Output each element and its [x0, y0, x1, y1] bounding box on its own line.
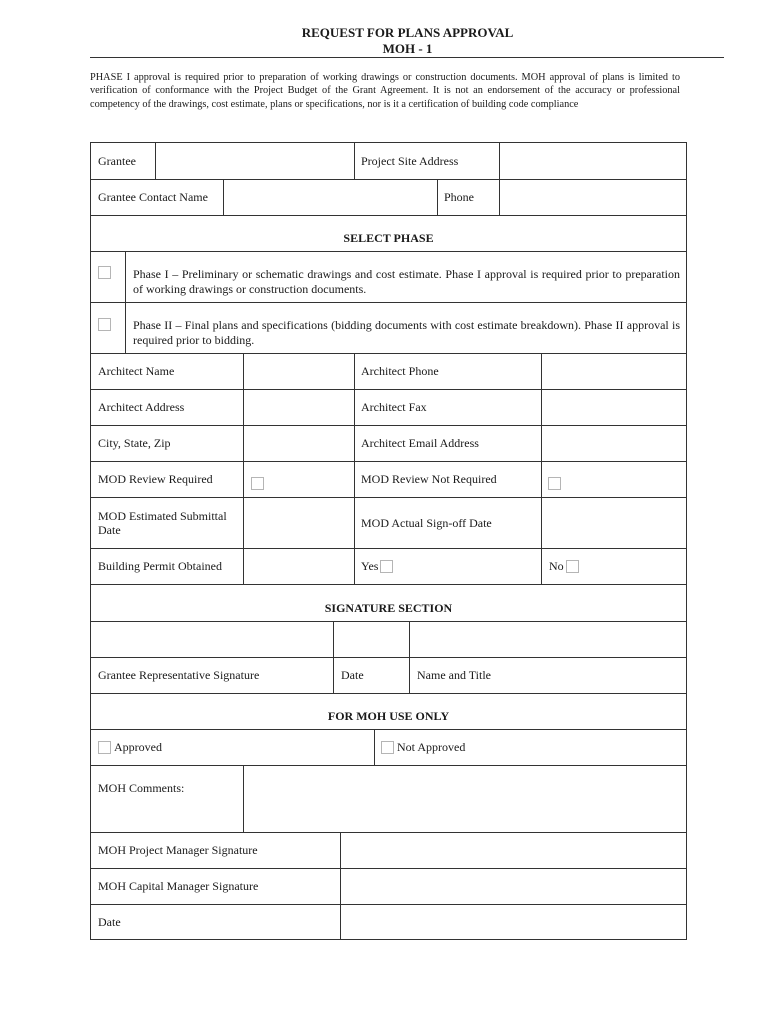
request-form: [90, 142, 687, 940]
title-divider: [90, 57, 724, 58]
project-site-address-label: Project Site Address: [361, 154, 459, 168]
city-state-zip-label: City, State, Zip: [98, 436, 171, 450]
signature-section-heading: SIGNATURE SECTION: [324, 601, 453, 615]
approved-label: Approved: [114, 740, 162, 754]
approved-checkbox[interactable]: [98, 741, 111, 754]
grantee-contact-name-field[interactable]: [224, 179, 437, 215]
moh-date-field[interactable]: [341, 904, 686, 940]
grantee-signature-label: Grantee Representative Signature: [98, 668, 260, 682]
phase2-description: Phase II – Final plans and specifications (bidding documents with cost estimate breakdown). Phase II approval is required prior to bidding.: [133, 318, 680, 347]
phone-label: Phone: [444, 190, 474, 204]
permit-yes-label: Yes: [361, 559, 379, 573]
architect-email-field[interactable]: [542, 425, 686, 461]
architect-address-field[interactable]: [244, 389, 354, 425]
intro-paragraph: PHASE I approval is required prior to preparation of working drawings or construction documents. MOH approval of plans is limited to verification of conformance with the Project Budget of the Grant Agreement. It is not an endorsement of the accuracy or professional competency of the drawings, cost estimate, plans or specifications, nor is it a certification of building code compliance: [90, 72, 680, 110]
permit-yes-option: [354, 548, 541, 584]
mod-estimated-submittal-date-field[interactable]: [244, 497, 354, 548]
grantee-signature-field[interactable]: [91, 621, 333, 657]
grantee-field[interactable]: [156, 143, 354, 179]
moh-comments-label: MOH Comments:: [98, 781, 185, 795]
moh-date-label: Date: [98, 915, 121, 929]
name-title-label: Name and Title: [417, 668, 491, 682]
moh-project-manager-signature-label: MOH Project Manager Signature: [98, 843, 258, 857]
moh-comments-field[interactable]: [244, 765, 686, 832]
permit-no-checkbox[interactable]: [566, 560, 579, 573]
mod-review-not-required-checkbox[interactable]: [548, 477, 561, 490]
mod-estimated-submittal-date-label: MOD Estimated Submittal Date: [98, 508, 227, 537]
permit-yes-checkbox[interactable]: [380, 560, 393, 573]
mod-review-required-label: MOD Review Required: [98, 472, 213, 486]
mod-actual-signoff-date-field[interactable]: [542, 497, 686, 548]
grantee-name-title-field[interactable]: [410, 621, 686, 657]
phone-field[interactable]: [500, 179, 686, 215]
architect-phone-field[interactable]: [542, 353, 686, 389]
select-phase-heading: SELECT PHASE: [343, 231, 434, 245]
moh-capital-manager-signature-label: MOH Capital Manager Signature: [98, 879, 259, 893]
mod-actual-signoff-date-label: MOD Actual Sign-off Date: [361, 515, 492, 530]
building-permit-label: Building Permit Obtained: [98, 559, 222, 573]
architect-address-label: Architect Address: [98, 400, 185, 414]
city-state-zip-field[interactable]: [244, 425, 354, 461]
moh-use-only-heading: FOR MOH USE ONLY: [327, 709, 450, 723]
mod-review-not-required-label: MOD Review Not Required: [361, 472, 497, 486]
architect-name-label: Architect Name: [98, 364, 175, 378]
not-approved-checkbox[interactable]: [381, 741, 394, 754]
phase2-checkbox[interactable]: [98, 318, 111, 331]
not-approved-label: Not Approved: [397, 740, 466, 754]
moh-capital-manager-signature-field[interactable]: [341, 868, 686, 904]
form-code: MOH - 1: [382, 41, 433, 56]
permit-no-label: No: [549, 559, 564, 573]
moh-project-manager-signature-field[interactable]: [341, 832, 686, 868]
phase1-checkbox[interactable]: [98, 266, 111, 279]
not-approved-option: [374, 729, 686, 765]
architect-fax-field[interactable]: [542, 389, 686, 425]
approved-option: [91, 729, 374, 765]
form-title: REQUEST FOR PLANS APPROVAL: [301, 25, 514, 40]
architect-name-field[interactable]: [244, 353, 354, 389]
architect-fax-label: Architect Fax: [361, 400, 427, 414]
phase1-description: Phase I – Preliminary or schematic drawings and cost estimate. Phase I approval is required prior to preparation of working drawings or construction documents.: [133, 267, 680, 296]
permit-no-option: [542, 548, 686, 584]
architect-email-label: Architect Email Address: [361, 436, 479, 450]
grantee-contact-name-label: Grantee Contact Name: [98, 190, 208, 204]
mod-review-required-checkbox[interactable]: [251, 477, 264, 490]
project-site-address-field[interactable]: [500, 143, 686, 179]
grantee-signature-date-field[interactable]: [334, 621, 409, 657]
architect-phone-label: Architect Phone: [361, 364, 439, 378]
grantee-label: Grantee: [98, 154, 136, 168]
signature-date-label: Date: [341, 668, 364, 682]
